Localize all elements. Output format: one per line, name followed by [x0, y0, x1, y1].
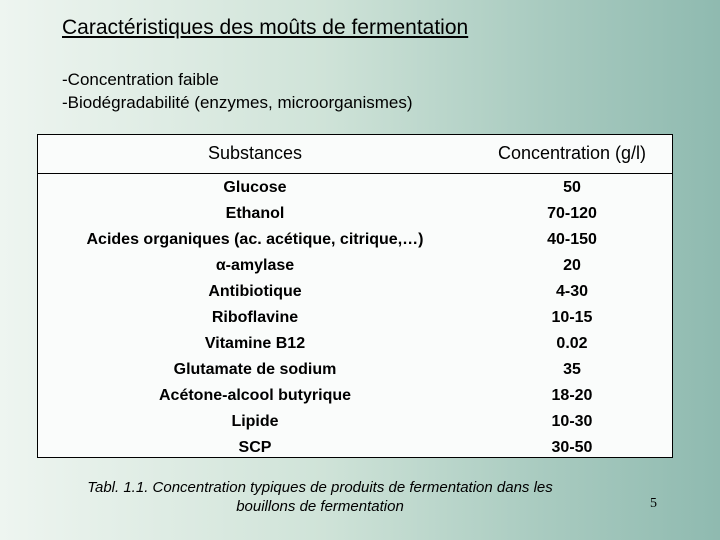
table-row — [38, 409, 672, 435]
concentration-cell: 20 — [563, 257, 581, 274]
substance-cell: Glutamate de sodium — [173, 361, 337, 378]
substance-cell: Vitamine B12 — [204, 335, 306, 352]
concentration-cell: 10-15 — [551, 309, 593, 326]
table-row — [38, 383, 672, 409]
substance-cell: Ethanol — [225, 205, 285, 222]
concentration-cell: 0.02 — [556, 335, 588, 352]
table-row — [38, 175, 672, 201]
substance-cell: Antibiotique — [208, 283, 302, 300]
table-caption: Tabl. 1.1. Concentration typiques de produits de fermentation dans les bouillons de fermentation — [87, 479, 553, 515]
table-header — [38, 135, 672, 174]
slide-title: Caractéristiques des moûts de fermentation — [62, 16, 469, 39]
substance-cell: Glucose — [223, 179, 287, 196]
bullet-item: -Concentration faible — [62, 70, 219, 89]
table-body — [38, 175, 672, 461]
substance-cell: Acides organiques (ac. acétique, citrique,…) — [86, 231, 424, 248]
concentration-cell: 50 — [563, 179, 581, 196]
header-substances: Substances — [207, 143, 303, 163]
table-row — [38, 305, 672, 331]
concentration-table — [37, 134, 673, 458]
bullet-list — [62, 68, 413, 114]
concentration-cell: 4-30 — [555, 283, 589, 300]
concentration-cell: 40-150 — [547, 231, 597, 248]
concentration-cell: 10-30 — [551, 413, 593, 430]
substance-cell: α-amylase — [215, 257, 295, 274]
concentration-cell: 35 — [563, 361, 581, 378]
substance-cell: Lipide — [231, 413, 279, 430]
substance-cell: Acétone-alcool butyrique — [158, 387, 352, 404]
substance-cell: SCP — [238, 439, 272, 456]
table-row — [38, 253, 672, 279]
substance-cell: Riboflavine — [211, 309, 299, 326]
table-row — [38, 357, 672, 383]
header-concentration: Concentration (g/l) — [497, 143, 647, 163]
concentration-cell: 18-20 — [551, 387, 593, 404]
table-row — [38, 201, 672, 227]
table-row — [38, 435, 672, 461]
concentration-cell: 30-50 — [551, 439, 593, 456]
table-row — [38, 331, 672, 357]
table-row — [38, 227, 672, 253]
concentration-cell: 70-120 — [547, 205, 597, 222]
page-number: 5 — [650, 496, 657, 511]
bullet-item: -Biodégradabilité (enzymes, microorganismes) — [62, 93, 413, 112]
table-row — [38, 279, 672, 305]
